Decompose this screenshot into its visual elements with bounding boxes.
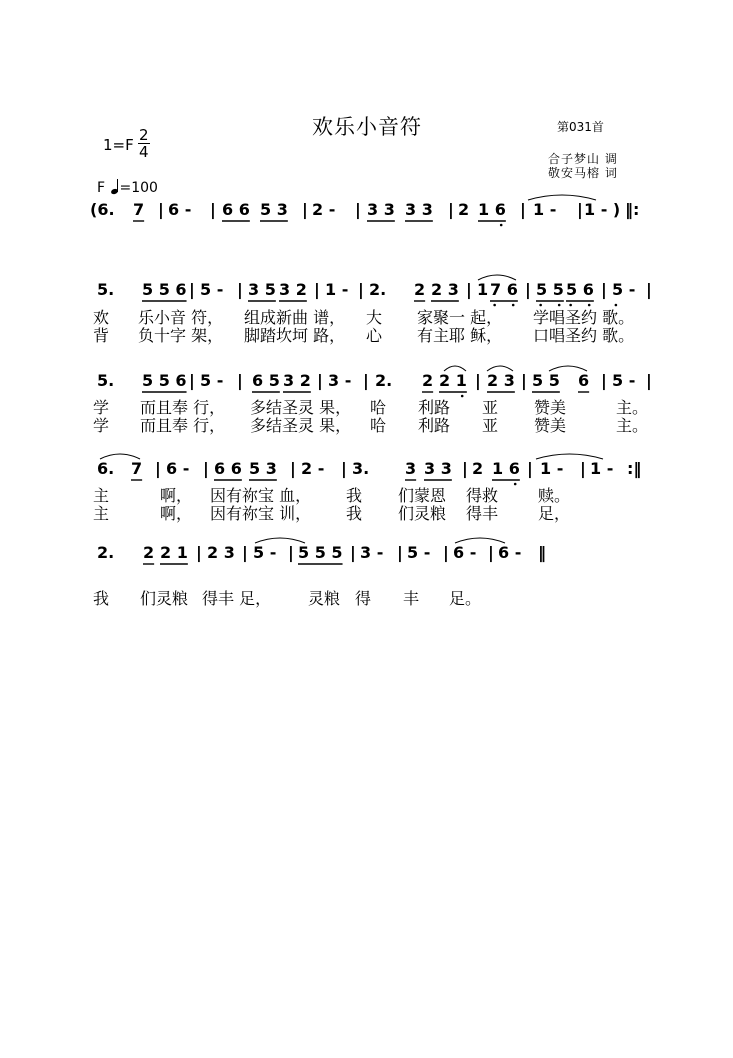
tempo-value: =100 (119, 180, 158, 196)
lyric-text: 啊， (160, 486, 193, 505)
lyric-text: 有主耶 稣， (417, 326, 503, 345)
note-group: 2 1 (439, 371, 467, 390)
note-group: 2 1 (160, 543, 188, 562)
lyric-text: 得 (355, 589, 372, 608)
note-group: 3 3 (367, 200, 395, 219)
lyric-text: 灵粮 (308, 589, 341, 608)
lyric-text: 足。 (449, 589, 482, 608)
note-group: 7 6 (490, 280, 518, 299)
note-group: 2 - (312, 200, 336, 219)
octave-dot (539, 304, 542, 307)
lyric-text: 得丰 足， (202, 589, 272, 608)
tie-slur (100, 454, 140, 459)
lyric-text: 主。 (616, 416, 649, 435)
note-group: 6 - (498, 543, 522, 562)
lyric-text: 们灵粮 (140, 589, 189, 608)
note-group: 2 3 (431, 280, 459, 299)
bar-line: | (363, 371, 369, 390)
note-group: 7 (133, 200, 145, 219)
song-title: 欢乐小音符 (312, 115, 422, 139)
lyric-text: 多结圣灵 果， (250, 416, 352, 435)
note-group: 1 6 (492, 459, 520, 478)
bar-line: | (646, 371, 652, 390)
note-group: 3 - (328, 371, 352, 390)
note-group: 2 (143, 543, 155, 562)
bar-line: | (521, 371, 527, 390)
note-group: 5 5 6 (142, 280, 187, 299)
bar-line: | (443, 543, 449, 562)
note-group: 1 - (540, 459, 564, 478)
note-group: 3 - (360, 543, 384, 562)
note-group: 5 - (253, 543, 277, 562)
lyric-text: 学 (93, 416, 110, 435)
lyric-text: 得丰 (466, 504, 499, 523)
note-group: 2 3 (487, 371, 515, 390)
note-group: 1 - (325, 280, 349, 299)
note-group: 2 (472, 459, 484, 478)
bar-line: ‖: (625, 200, 640, 219)
lyric-text: 家聚一 起， (417, 308, 503, 327)
lyric-text: 赞美 (534, 416, 567, 435)
octave-dot (558, 304, 561, 307)
bar-line: :‖ (627, 459, 642, 478)
lyric-text: 口唱圣约 歌。 (533, 326, 635, 345)
note-group: 2 (414, 280, 426, 299)
bar-line: | (358, 280, 364, 299)
note-group: 1 - (533, 200, 557, 219)
bar-line: | (397, 543, 403, 562)
note-group: 6 (578, 371, 590, 390)
lyric-text: 我 (346, 504, 363, 523)
lyric-text: 欢 (93, 308, 110, 327)
octave-dot (588, 304, 591, 307)
bar-line: | (475, 371, 481, 390)
lyric-text: 大 (366, 308, 383, 327)
tempo-key: F (97, 180, 106, 196)
lyric-text: 心 (366, 326, 383, 345)
bar-line: | (302, 200, 308, 219)
octave-dot (514, 483, 517, 486)
lyric-text: 们蒙恩 (398, 486, 447, 505)
bar-line: | (341, 459, 347, 478)
tie-slur (444, 366, 466, 371)
lyric-text: 啊， (160, 504, 193, 523)
lyric-text: 组成新曲 谱， (244, 308, 346, 327)
note-group: 6 - (168, 200, 192, 219)
bar-line: | (525, 280, 531, 299)
note-group: 5 5 (536, 280, 564, 299)
bar-line: | (314, 280, 320, 299)
note-group: 3 3 (424, 459, 452, 478)
lyric-text: 我 (346, 486, 363, 505)
lyric-text: 利路 (418, 416, 451, 435)
lyric-text: 哈 (370, 416, 387, 435)
bar-line: | (196, 543, 202, 562)
lyric-text: 得救 (466, 486, 499, 505)
bar-line: | (158, 200, 164, 219)
note-group: 5 3 (260, 200, 288, 219)
bar-line: | (189, 280, 195, 299)
tie-slur (255, 538, 305, 543)
note-group: (6. (90, 200, 115, 219)
tie-slur (487, 366, 513, 371)
bar-line: | (290, 459, 296, 478)
bar-line: | (580, 459, 586, 478)
note-group: 6 - (453, 543, 477, 562)
lyric-text: 赎。 (538, 486, 571, 505)
note-group: 5 - (612, 371, 636, 390)
lyricist-credit: 敬安马榕 词 (548, 166, 618, 180)
lyric-text: 赞美 (534, 398, 567, 417)
bar-line: | (288, 543, 294, 562)
note-group: 5 - (200, 280, 224, 299)
lyric-text: 负十字 架， (138, 326, 224, 345)
lyric-text: 而且奉 行， (140, 416, 226, 435)
octave-dot (461, 395, 464, 398)
lyric-text: 主。 (616, 398, 649, 417)
bar-line: | (448, 200, 454, 219)
note-group: 6 6 (222, 200, 250, 219)
note-group: 6 - (166, 459, 190, 478)
bar-line: | (466, 280, 472, 299)
note-group: 6 5 (252, 371, 280, 390)
note-group: 2 (422, 371, 434, 390)
lyric-text: 多结圣灵 果， (250, 398, 352, 417)
note-group: 5 - (407, 543, 431, 562)
octave-dot (569, 304, 572, 307)
lyric-text: 而且奉 行， (140, 398, 226, 417)
note-group: 1 - (590, 459, 614, 478)
tie-slur (536, 454, 603, 459)
bar-line: | (155, 459, 161, 478)
bar-line: | (646, 280, 652, 299)
lyric-text: 丰 (403, 589, 420, 608)
lyric-text: 我 (93, 589, 110, 608)
bar-line: | (520, 200, 526, 219)
note-group: 5 3 (249, 459, 277, 478)
note-group: 1 (477, 280, 489, 299)
lyric-text: 学 (93, 398, 110, 417)
lyric-text: 脚踏坎坷 路， (244, 326, 346, 345)
note-group: 2 3 (207, 543, 235, 562)
note-group: 6 6 (214, 459, 242, 478)
note-group: 5 5 5 (298, 543, 343, 562)
note-group: 3 (405, 459, 417, 478)
note-group: 5 6 (566, 280, 594, 299)
bar-line: | (210, 200, 216, 219)
note-group: 2. (97, 543, 115, 562)
note-group: 1 - ) (584, 200, 621, 219)
tie-slur (549, 366, 587, 371)
bar-line: | (601, 371, 607, 390)
lyric-text: 们灵粮 (398, 504, 447, 523)
bar-line: | (577, 200, 583, 219)
bar-line: | (242, 543, 248, 562)
composer-credit: 合子梦山 调 (548, 152, 618, 166)
note-group: 5 5 6 (142, 371, 187, 390)
note-group: 7 (131, 459, 143, 478)
lyric-text: 因有祢宝 血， (210, 486, 312, 505)
lyric-text: 乐小音 符， (138, 308, 224, 327)
note-group: 2. (369, 280, 387, 299)
bar-line: | (601, 280, 607, 299)
tie-slur (478, 275, 516, 280)
time-signature-top: 2 (139, 126, 149, 144)
time-signature-bottom: 4 (139, 143, 149, 161)
lyric-text: 亚 (482, 416, 499, 435)
bar-line: | (189, 371, 195, 390)
bar-line: | (203, 459, 209, 478)
note-group: 5 - (200, 371, 224, 390)
tie-slur (528, 195, 596, 200)
lyric-text: 背 (93, 326, 110, 345)
octave-dot (615, 304, 618, 307)
lyric-text: 学唱圣约 歌。 (533, 308, 635, 327)
note-group: 3. (352, 459, 370, 478)
note-group: 1 6 (478, 200, 506, 219)
tie-slur (455, 538, 505, 543)
lyric-text: 因有祢宝 训， (210, 504, 312, 523)
octave-dot (500, 224, 503, 227)
bar-line: | (350, 543, 356, 562)
song-number: 第031首 (557, 120, 604, 134)
note-group: 2 - (301, 459, 325, 478)
note-group: 3 2 (283, 371, 311, 390)
bar-line: ‖ (538, 543, 546, 562)
note-group: 5. (97, 280, 115, 299)
note-group: 5. (97, 371, 115, 390)
note-group: 2 (458, 200, 470, 219)
note-group: 5 5 (532, 371, 560, 390)
bar-line: | (462, 459, 468, 478)
note-group: 6. (97, 459, 115, 478)
lyric-text: 亚 (482, 398, 499, 417)
lyric-text: 主 (93, 486, 110, 505)
octave-dot (493, 304, 496, 307)
note-group: 3 3 (405, 200, 433, 219)
key-signature: 1=F (103, 136, 134, 154)
bar-line: | (237, 280, 243, 299)
bar-line: | (355, 200, 361, 219)
bar-line: | (237, 371, 243, 390)
lyric-text: 主 (93, 504, 110, 523)
lyric-text: 哈 (370, 398, 387, 417)
lyric-text: 足， (538, 504, 571, 523)
lyric-text: 利路 (418, 398, 451, 417)
bar-line: | (317, 371, 323, 390)
note-group: 3 5 (248, 280, 276, 299)
note-group: 5 - (612, 280, 636, 299)
note-group: 2. (375, 371, 393, 390)
note-group: 3 2 (279, 280, 307, 299)
bar-line: | (527, 459, 533, 478)
bar-line: | (488, 543, 494, 562)
octave-dot (512, 304, 515, 307)
